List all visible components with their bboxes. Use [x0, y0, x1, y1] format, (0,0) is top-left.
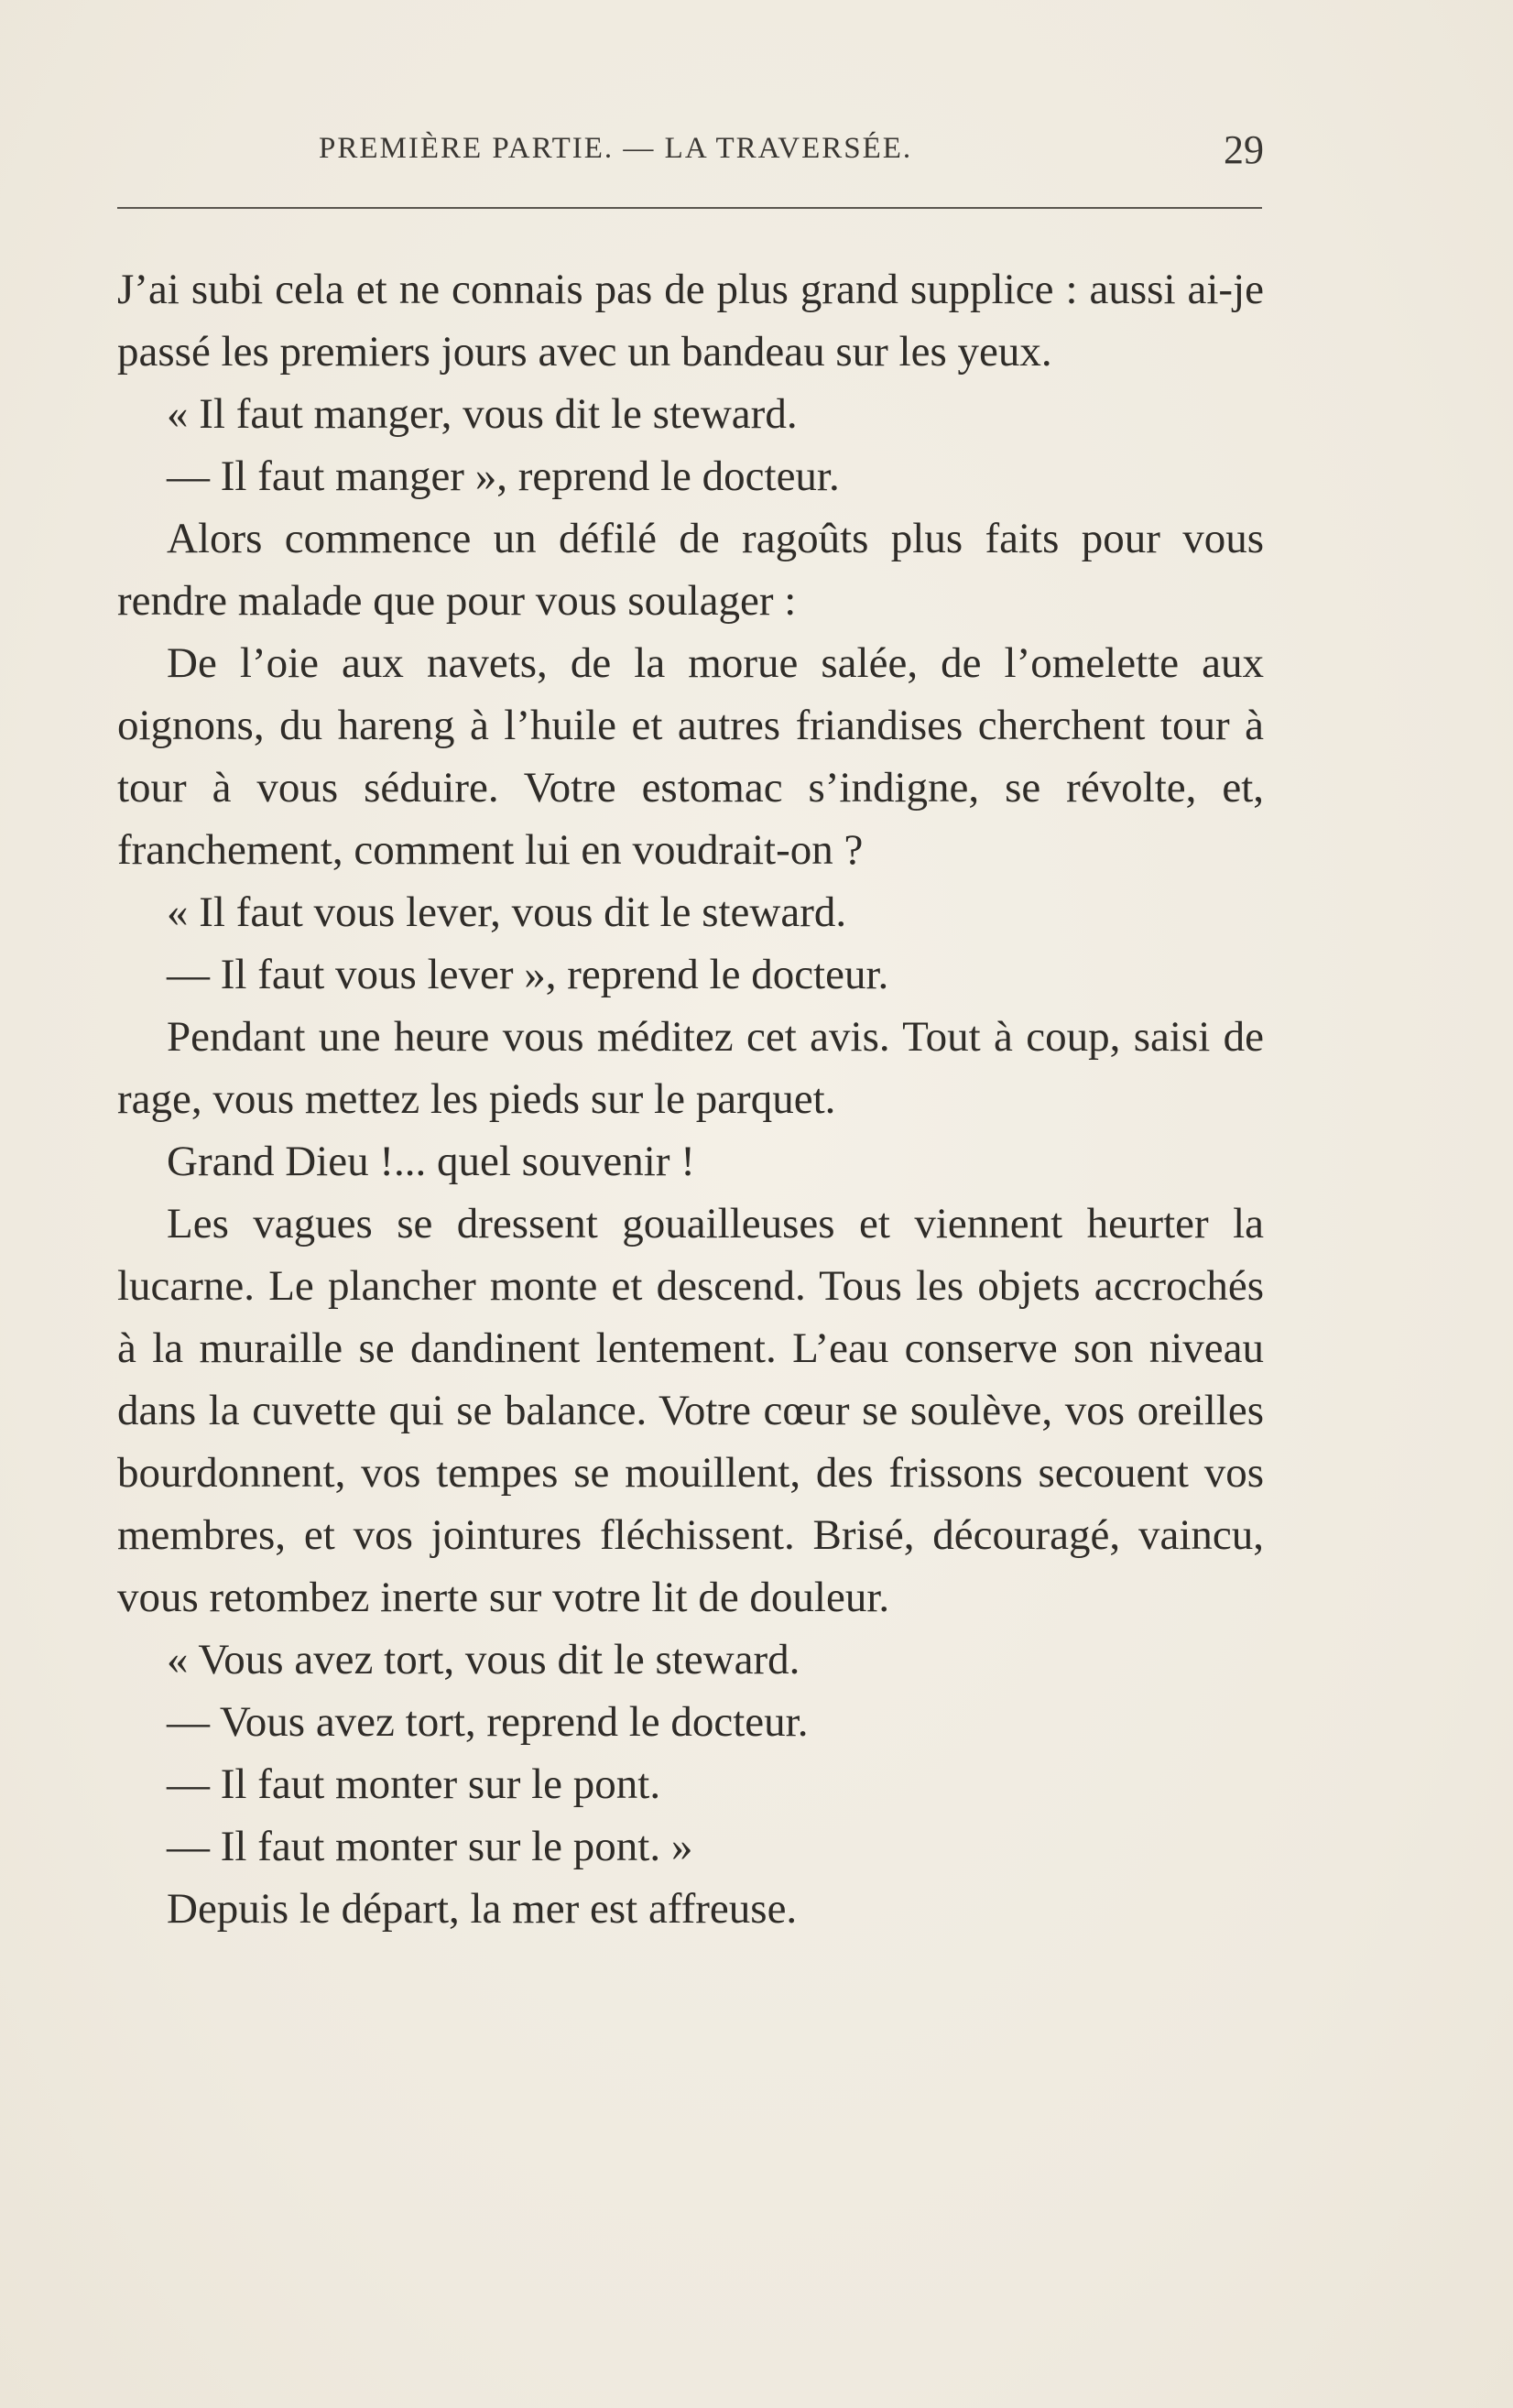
paragraph: Grand Dieu !... quel souvenir !: [167, 1138, 695, 1185]
page-number: 29: [1224, 127, 1264, 172]
header-rule: [117, 207, 1262, 209]
body-text: [117, 258, 1264, 1940]
running-head: [117, 126, 1264, 181]
paragraph: « Vous avez tort, vous dit le steward.: [167, 1636, 800, 1683]
paragraph: De l’oie aux navets, de la morue salée, de l’omelette aux oignons, du hareng à l’huile et autres friandises cherchent tour à tour à vous séduire. Votre estomac s’indigne, se révolte, et, franchement, comment lui en voudrait-on ?: [117, 639, 1264, 874]
paragraph: — Vous avez tort, reprend le docteur.: [167, 1698, 809, 1746]
paragraph: — Il faut monter sur le pont. »: [167, 1823, 693, 1870]
paragraph: — Il faut manger », reprend le docteur.: [167, 452, 840, 500]
paragraph: Les vagues se dressent gouailleuses et viennent heurter la lucarne. Le plancher monte et descend. Tous les objets accrochés à la muraille se dandinent lentement. L’eau conserve son niveau dans la cuvette qui se balance. Votre cœur se soulève, vos oreilles bourdonnent, vos tempes se mouillent, des frissons secouent vos membres, et vos jointures fléchissent. Brisé, découragé, vaincu, vous retombez inerte sur votre lit de douleur.: [117, 1200, 1264, 1621]
running-title: PREMIÈRE PARTIE. — LA TRAVERSÉE.: [319, 132, 913, 165]
paragraph: Alors commence un défilé de ragoûts plus faits pour vous rendre malade que pour vous soulager :: [117, 515, 1264, 625]
paragraph: « Il faut manger, vous dit le steward.: [167, 390, 798, 438]
paragraph: J’ai subi cela et ne connais pas de plus grand supplice : aussi ai-je passé les premiers jours avec un bandeau sur les yeux.: [117, 266, 1264, 376]
paragraph: Pendant une heure vous méditez cet avis. Tout à coup, saisi de rage, vous mettez les pieds sur le parquet.: [117, 1013, 1264, 1123]
paragraph: Depuis le départ, la mer est affreuse.: [167, 1885, 798, 1933]
paragraph: — Il faut monter sur le pont.: [167, 1760, 661, 1808]
paragraph: — Il faut vous lever », reprend le docteur.: [167, 951, 889, 998]
paragraph: « Il faut vous lever, vous dit le steward.: [167, 888, 847, 936]
